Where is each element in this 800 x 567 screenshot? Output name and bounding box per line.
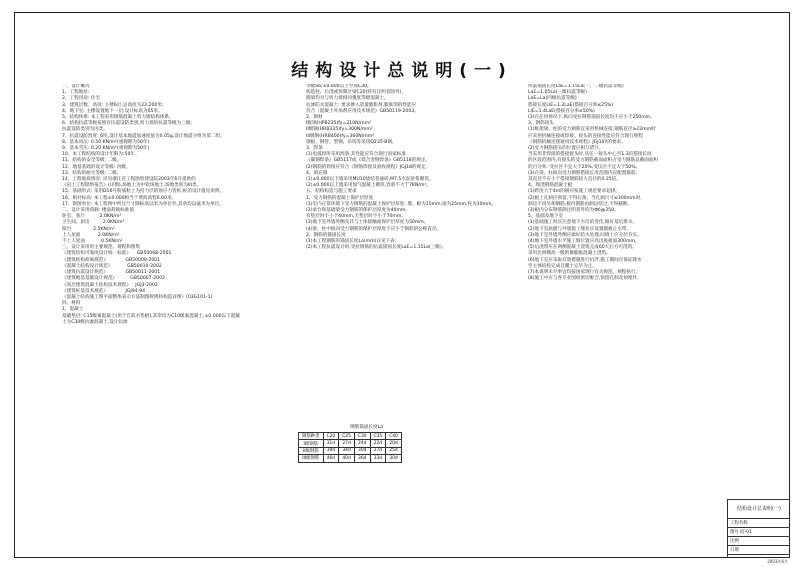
note-line: 16、相对标高: 本工程±0.000相当于黄海高程6.60米。 [62,195,177,201]
note-line: (2)地下室底板与外墙施工缝处应设置钢板止水带。 [528,226,631,232]
note-line: 15、基础形式: 采用D16号粉质粘土为持力层的预应力管桩,桩的设计值见说明。 [62,189,225,195]
note-line: 其直径不应小于搭接钢筋较大直径的0.25倍。 [528,177,621,183]
note-line: 等级S6;±0.000以上至顶C30。 [306,84,372,89]
note-line: (3)在梁、柱纵向受力钢筋搭接长度范围内应配置箍筋, [528,170,638,176]
table-cell: 20d [386,440,402,447]
table-cell: 25d [386,447,402,454]
table-cell: 31d [323,440,339,447]
table-row [299,455,402,462]
title-block-row: 图号 结-01 [728,528,790,537]
note-line: (2)±0.000以上墙采用加气混凝土砌块,容重不大于7KN/m³。 [306,183,431,189]
table-cell: 40d [339,455,355,462]
note-line: 至主体结构完成且覆土完毕为止。 [528,263,597,269]
note-line: 1、工程地址: [62,90,90,96]
table-cell: 27d [339,440,355,447]
note-line: (2)钢筋的焊接应符合《钢筋焊接及验收规程》JGJ18的规定。 [306,164,431,170]
note-line: 钢板、钢管、型钢、吊钩等采用Q235-B钢。 [306,139,397,145]
note-line: 《建筑桩基技术规范》 JGJ94-94 [62,288,146,294]
note-line: 11、结构的安全等级: 二级。 [62,158,122,164]
note-line: 《建筑结构可靠度设计统一标准》 GB50068-2001 [62,251,172,257]
note-line: 8、基本风压: 0.50 KN/m²(重现期为50年) [62,139,150,145]
note-line: (5)后浇带应在两侧混凝土浇筑完成60天后方可浇筑, [528,245,634,251]
note-line: (1)框架梁、柱的受力钢筋宜采用机械连接,钢筋直径≥22mm时 [528,127,656,133]
table-row [299,447,402,454]
note-line: 采用比两侧高一级的微膨胀混凝土浇筑。 [528,251,611,257]
note-line: (6)地下室应采取有效措施进行抗浮,施工期间应保证降水 [528,257,642,263]
title-block-row: 工程名称 [728,519,790,528]
note-line: 3、建筑层数、高度: 主楼6层,总高度为23.200米; [62,102,164,108]
note-line: 4、现浇钢筋混凝土板 [528,183,573,189]
note-line: 抗震锚固长度LaE=1.15La(一、二级抗震等级) [528,84,624,89]
table-header-cell: C40 [386,433,402,440]
note-line: LaE=1.05La(三级抗震等级) [528,90,587,96]
note-line: 洞边不再另加钢筋,板内钢筋由洞边绕过,不得截断。 [528,201,632,207]
title-block-name: 结构设计总说明(一) [728,500,790,519]
table-cell: II级钢筋 [299,447,324,454]
note-line: III级钢(HRB400)fy=360N/mm² [306,133,375,139]
table-cell: 27d [370,447,386,454]
table-cell: 30d [386,455,402,462]
note-line: (2)受力钢筋接头的位置应相互错开。 [528,146,604,152]
note-line: (3)地下室外墙外侧应做好防水处理,回填土应分层夯实。 [528,232,642,238]
table-cell: 36d [354,455,370,462]
table-row [299,440,402,447]
table-header-cell: C20 [323,433,339,440]
note-line: 阳台 2.5KN/m² [62,226,115,232]
note-line: 五、结构构造与施工要求 [306,189,357,195]
note-line: (1)基础施工时应注意地下水位的变化,做好基坑排水。 [528,220,638,226]
note-line: 2、钢筋的锚固长度 [306,232,346,238]
note-line: 2、工程用途: 住宅 [62,96,101,102]
page-title: 结构设计总说明(一) [291,61,513,81]
note-line: 的区段范围内,有接头的受力钢筋截面面积占受力钢筋总截面面积 [528,158,659,164]
note-line: 9、基本雪压: 0.20 KN/m²(重现期为50年) [62,146,150,152]
note-line: 5、基础及地下室 [528,214,564,220]
note-line: 《钢筋机械连接通用技术规程》JGJ107的要求。 [528,139,626,145]
note-line: 卧室、客厅 2.0KN/m² [62,214,122,220]
note-line: 《混凝土结构施工图平面整体表示方法制图规则和构造详图》(03G101-1) [62,294,213,300]
note-line: (1)跨度大于4m的板应按施工规范要求起拱。 [528,189,621,195]
note-line: (3)板内分布钢筋除注明者外均为Φ6@250。 [528,208,619,214]
table-cell: 34d [339,447,355,454]
note-line: 4、地下室: 主楼设置地下一层;设计标高为05米。 [62,108,163,114]
note-line: LaE=La(四级抗震等级) [528,96,577,102]
table-cell: III级钢筋 [299,455,324,462]
note-line: (7)本说明未尽事宜均按国家现行有关规范、规程执行。 [528,270,641,276]
note-line: (1)室内正常环境下受力钢筋的混凝土保护层厚度: 墙、板为15mm,梁为25mm,柱为30mm。 [306,201,497,207]
note-line: 6、结构抗震等级按照有抗震设防类别,剪力墙的抗震等级为三级; [62,121,192,127]
note-line: 1、混凝土 [62,307,84,313]
note-line: (1)电弧焊所采用焊条,其性能应符合现行国家标准 [306,152,406,158]
footer-date: 2003年6月 [767,559,788,564]
table-cell: 30d [354,447,370,454]
note-line: 《建筑结构荷载规范》 GB50009-2001 [62,257,161,263]
note-line: 上人屋面 2.0KN/m² [62,232,120,238]
note-line: 《岩土工程勘察报告》(详勘),场地土为中软场地土,场地类别为III类。 [62,183,202,189]
note-line: 《高层建筑混凝土结构技术规程》 JGJ3-2002 [62,282,158,288]
title-block-row: 比例 [728,537,790,546]
note-line: 2、钢材 [306,115,323,121]
note-line: (3)地下室外墙外侧及其与土体接触面保护层厚度为50mm。 [306,220,429,226]
note-line: 10、本工程结构的设计年限为:50年。 [62,152,140,158]
note-line: 抗渗防水混凝土: 要求掺入适量膨胀剂,膨胀剂的性能应 [306,102,417,108]
note-line: 《混凝土结构设计规范》 GB50010-2002 [62,263,162,269]
note-line: 《碳钢焊条》GB5117或《低合金钢焊条》GB5118的规定。 [306,158,431,164]
note-line: 4、填充墙 [306,170,328,176]
note-line: 四、材料 [62,301,81,307]
note-line: 基础垫层: C15级素混凝土(用于自防水垫板),其余均为C10级素混凝土;±0.000以下混凝土为C30级抗渗混凝土,设计抗渗 [62,313,240,325]
note-line: 二、设计采用荷载: 楼面荷载标准值 [62,208,134,214]
note-line: 《建筑抗震设计规范》 GB50011-2001 [62,270,161,276]
title-block [727,499,790,558]
table-header-cell: C30 [354,433,370,440]
note-line: 14、工程地质情况: 详见浙江省工程勘察建设院2003年6月提供的 [62,177,196,183]
note-line: 不上人屋面 0.5KN/m² [62,239,123,245]
table-cell: 39d [323,447,339,454]
note-line: 13、结构的耐火等级: 二级。 [62,170,122,176]
note-line: 构造柱、后浇或预制过梁C20(特有注明者除外)。 [306,90,406,96]
note-line: (2)承台和基础梁受力钢筋的保护层厚度为40mm, [306,208,407,214]
note-line: (1)本工程钢筋的锚固长度La(mm)详见下表: [306,239,397,245]
note-line: 抗震设防类别为丙类。 [62,127,108,133]
note-line: (3)在任何情况下,纵向受拉钢筋锚固长度均不应小于250mm。 [528,115,655,121]
note-line: 3、钢筋接头 [528,121,554,127]
note-line: 当采用非焊接的搭接接头时,从任一接头中心至1.3倍搭接长度 [528,152,652,158]
note-line: 17、制图单位: 本工程图中所注尺寸除标高以米为单位外,其余均以毫米为单位。 [62,201,224,207]
notes-column-3 [528,84,728,544]
note-line: 《建筑地基基础设计规范》 GB50007-2002 [62,276,165,282]
note-line: 符合《混凝土外加剂应用技术规范》GB50119-2003。 [306,108,419,114]
table-cell: 22d [370,440,386,447]
note-line: (2)板上孔洞应预留,不得后凿。当孔洞尺寸≤300mm时, [528,195,642,201]
note-line: 应采用机械连接或焊接。接头的连接性能应符合现行规程 [528,133,643,139]
note-line: 3、焊条 [306,146,323,152]
note-line: 三、设计采用的主要规范、规程和图集 [62,245,141,251]
table-header-cell: C35 [370,433,386,440]
note-line: I级钢(HPB235)fy=210N/mm² [306,121,371,127]
note-line: 有垫层时不小于40mm,无垫层时不小于70mm。 [306,214,406,220]
note-line: (1)±0.000以下墙采用MU10烧结普通砖,M7.5水泥砂浆砌筑。 [306,177,434,183]
note-line: 1、受力钢筋的混凝土保护层厚度 [306,195,374,201]
table-cell: 24d [354,440,370,447]
anchorage-table-caption: 钢筋锚固长度La [350,425,383,430]
table-header-cell: C25 [339,433,355,440]
table-cell: I级钢筋 [299,440,324,447]
note-line: (4)地下室外墙水平施工缝位置应高出底板面300mm。 [528,239,640,245]
table-cell: 46d [323,455,339,462]
note-line: 12、地基基础的设计等级: 丙级。 [62,164,131,170]
note-line: 卫生间、厨房 2.0KN/m² [62,220,125,226]
note-line: LlE=1.4LaE(搭接百分率≤50%) [528,108,595,114]
note-line: 的百分率: 受拉区不宜大于25%,受压区不宜大于50%。 [528,164,641,170]
note-line: II级钢(HRB335)fy=300N/mm² [306,127,373,133]
note-line: 5、结构体系: 本工程采用钢筋混凝土剪力墙结构体系。 [62,115,174,121]
note-line: (2)本工程抗震设计时,受拉钢筋的抗震锚固长度LaE=1.15La(三级)。 [306,245,447,251]
note-line: (4)梁、柱中纵向受力钢筋的保护层厚度不应小于钢筋的公称直径。 [306,226,442,232]
note-line: 一、设计概况 [62,84,90,89]
anchorage-length-table [298,432,402,463]
title-block-row: 日期 [728,546,790,555]
table-cell: 33d [370,455,386,462]
notes-column-1 [62,84,244,524]
note-line: 7、抗震设防烈度: 6度,设计基本地震加速度值为0.05g,设计地震分组为第二组。 [62,133,225,139]
note-line: 搭接长度LlE=1.2LaE(搭接百分率≤25%) [528,102,614,108]
note-line: (8)施工中应与各专业图纸密切配合,预留孔洞及预埋件。 [528,276,642,282]
table-header-cell: 钢筋种类 [299,433,324,440]
note-line: 圈梁均为与剪力墙相同强度等级混凝土。 [306,96,389,102]
